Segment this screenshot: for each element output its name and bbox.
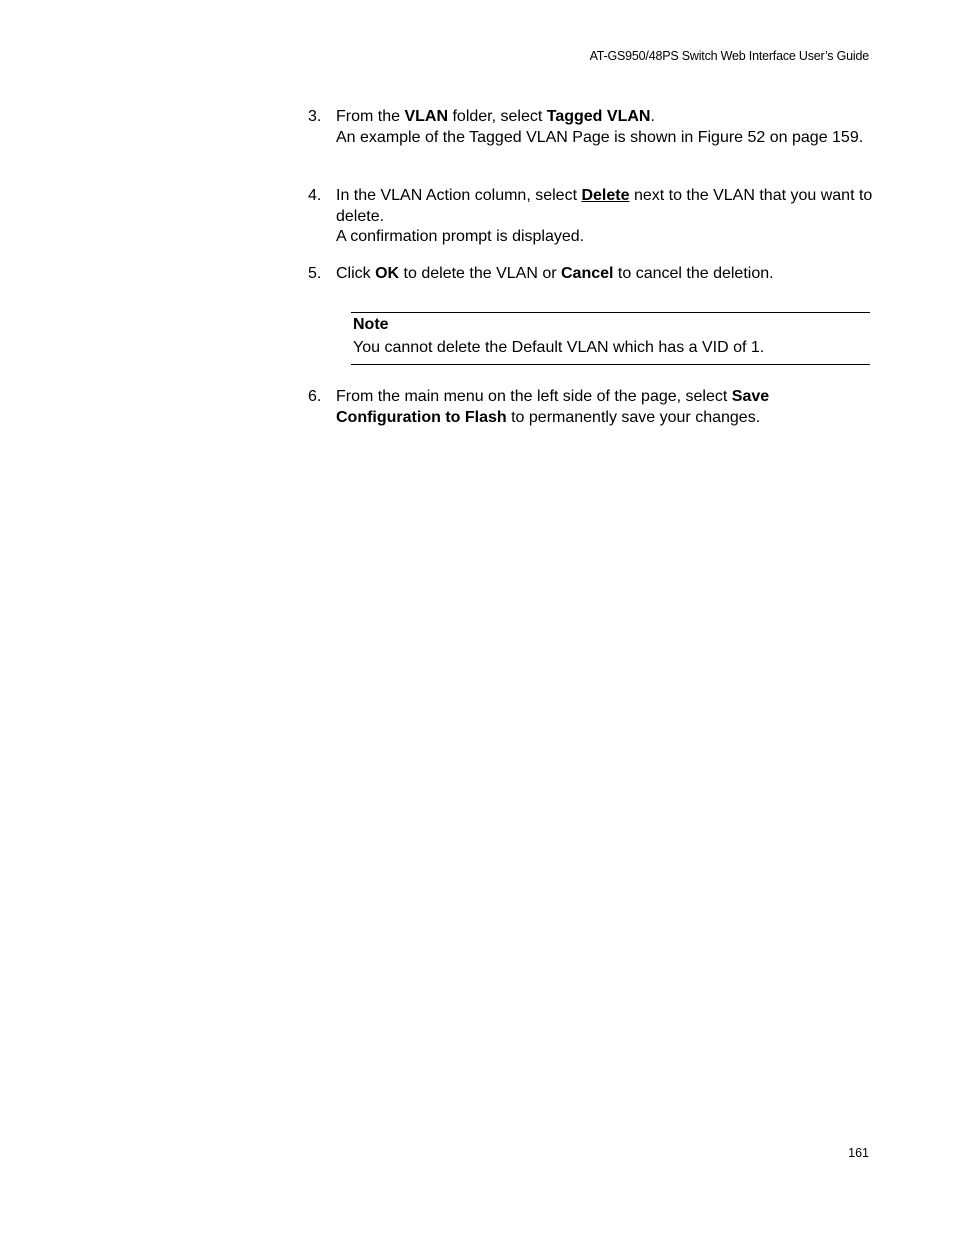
step-body <box>336 264 873 285</box>
step-4 <box>308 186 873 248</box>
step-number: 6. <box>308 388 322 405</box>
running-header: AT-GS950/48PS Switch Web Interface User’s Guide <box>589 49 869 63</box>
step-body <box>336 387 873 428</box>
text-run: . <box>650 108 655 125</box>
ui-term-tagged-vlan: Tagged VLAN <box>546 108 651 125</box>
text-run: In the VLAN Action column, select <box>336 187 582 204</box>
ui-term-delete: Delete <box>581 187 630 204</box>
step-3 <box>308 107 873 148</box>
note-box <box>351 312 870 365</box>
step-instruction <box>336 387 873 428</box>
page-number: 161 <box>848 1146 869 1160</box>
step-number: 4. <box>308 187 322 204</box>
step-instruction <box>336 107 873 128</box>
step-body <box>336 186 873 248</box>
step-5 <box>308 264 873 285</box>
text-run: From the <box>336 108 405 125</box>
note-text: You cannot delete the Default VLAN which has a VID of 1. <box>353 339 765 356</box>
step-instruction <box>336 186 873 227</box>
ui-term-save-configuration: Save Configuration to Flash <box>336 388 770 426</box>
step-6 <box>308 387 873 428</box>
step-instruction <box>336 264 873 285</box>
text-run: to cancel the deletion. <box>613 265 774 282</box>
step-result: A confirmation prompt is displayed. <box>336 228 585 245</box>
text-run: From the main menu on the left side of the page, select <box>336 388 732 405</box>
step-number: 3. <box>308 108 322 125</box>
text-run: next to the VLAN that you want to delete. <box>336 187 873 225</box>
text-run: to permanently save your changes. <box>506 408 761 426</box>
ui-term-ok: OK <box>375 265 400 282</box>
step-body <box>336 107 873 148</box>
step-result: An example of the Tagged VLAN Page is shown in Figure 52 on page 159. <box>336 128 864 146</box>
step-number: 5. <box>308 265 322 282</box>
ui-term-cancel: Cancel <box>560 265 614 282</box>
ui-term-vlan: VLAN <box>404 108 449 125</box>
note-title: Note <box>353 316 389 333</box>
text-run: to delete the VLAN or <box>399 265 561 282</box>
text-run: folder, select <box>448 108 547 125</box>
text-run: Click <box>336 265 376 282</box>
